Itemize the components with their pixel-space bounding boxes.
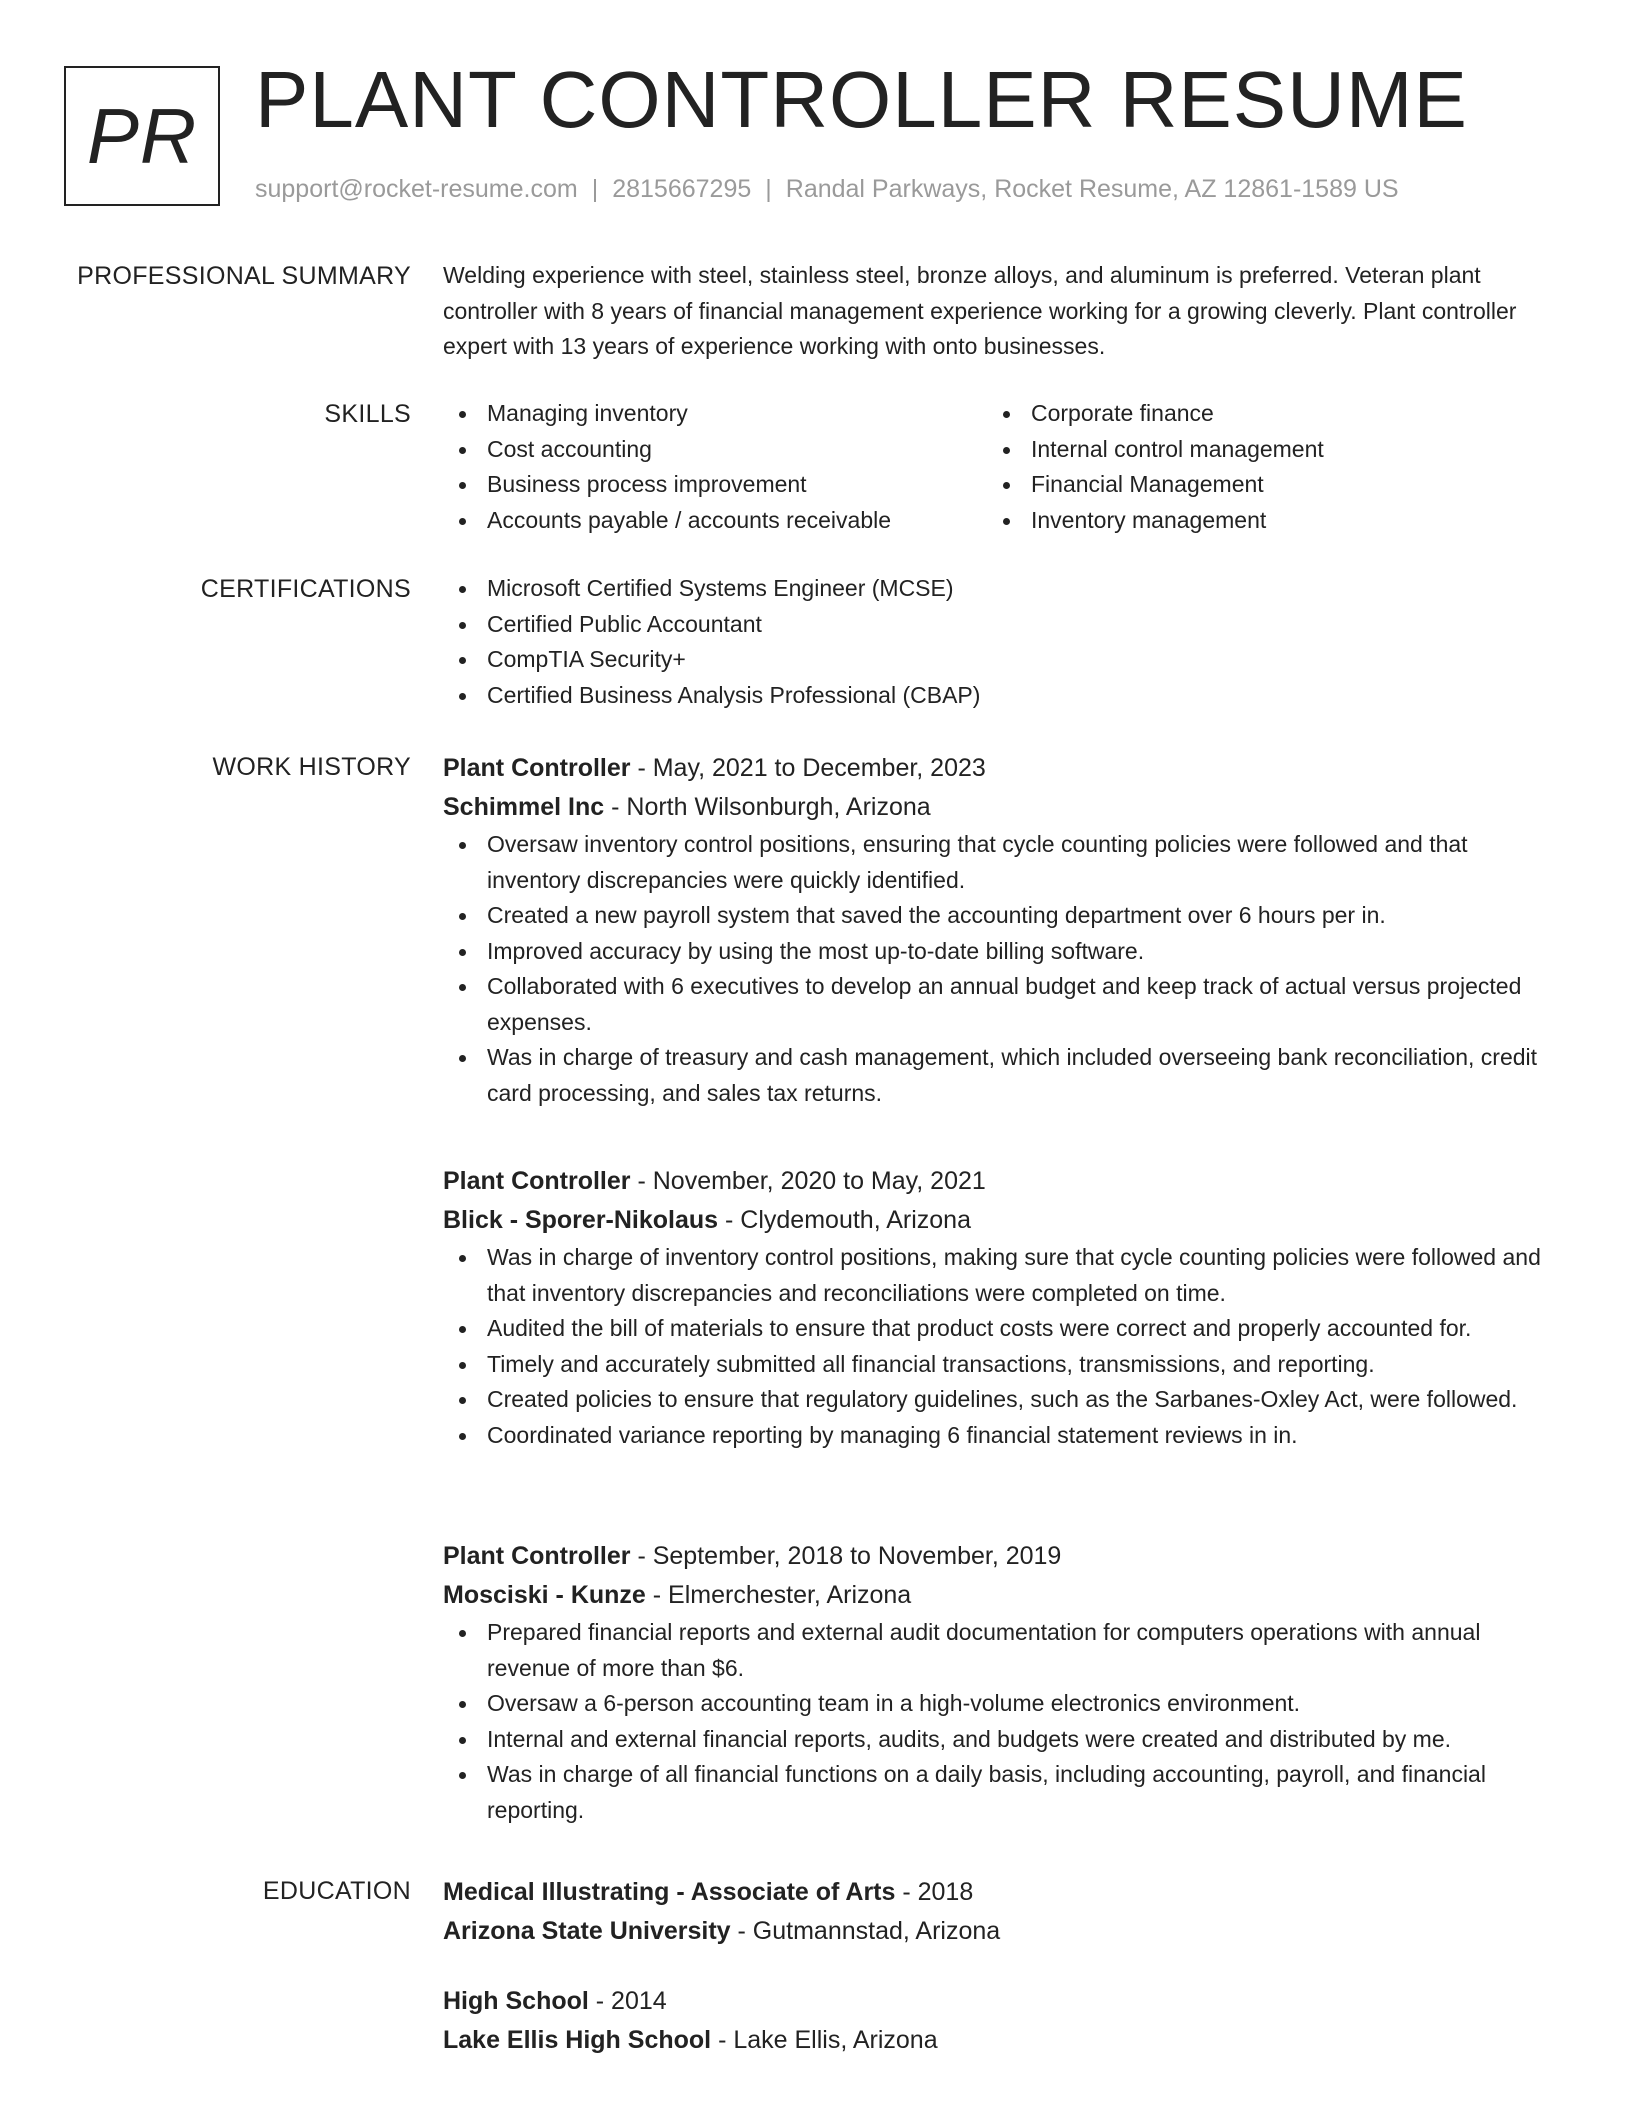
job-title: Plant Controller	[443, 754, 631, 782]
education-school: Arizona State University	[443, 1917, 731, 1945]
job-title: Plant Controller	[443, 1542, 631, 1570]
certification-item: Certified Business Analysis Professional (CBAP)	[443, 678, 1553, 714]
job-company: Schimmel Inc	[443, 793, 605, 821]
job-bullet: Audited the bill of materials to ensure that product costs were correct and properly accounted for.	[443, 1311, 1553, 1347]
education-school: Lake Ellis High School	[443, 2026, 712, 2054]
job-bullet: Prepared financial reports and external audit documentation for computers operations with annual revenue of more than $6.	[443, 1615, 1553, 1686]
certification-item: Microsoft Certified Systems Engineer (MCSE)	[443, 571, 1553, 607]
job-bullet: Improved accuracy by using the most up-to-date billing software.	[443, 934, 1553, 970]
education-location: - Gutmannstad, Arizona	[730, 1917, 1001, 1945]
job-title-line	[443, 749, 1553, 788]
education-year: - 2014	[588, 1987, 667, 2015]
section-label-summary: PROFESSIONAL SUMMARY	[77, 262, 411, 290]
skill-item: Financial Management	[987, 467, 1531, 503]
job-bullet: Collaborated with 6 executives to develop an annual budget and keep track of actual versus projected expenses.	[443, 969, 1553, 1040]
contact-phone[interactable]: 2815667295	[612, 175, 752, 203]
certification-item: CompTIA Security+	[443, 642, 1553, 678]
contact-separator: |	[591, 175, 599, 203]
education-school-line	[443, 2021, 1553, 2060]
section-label-work-history: WORK HISTORY	[212, 753, 411, 781]
job-bullet: Timely and accurately submitted all financial transactions, transmissions, and reporting.	[443, 1347, 1553, 1383]
job-title: Plant Controller	[443, 1167, 631, 1195]
job-bullet: Created policies to ensure that regulatory guidelines, such as the Sarbanes-Oxley Act, were followed.	[443, 1382, 1553, 1418]
job-dates: - September, 2018 to November, 2019	[630, 1542, 1062, 1570]
section-label-certifications: CERTIFICATIONS	[200, 575, 411, 603]
contact-address: Randal Parkways, Rocket Resume, AZ 12861-1589 US	[785, 175, 1399, 203]
job-bullet: Oversaw a 6-person accounting team in a high-volume electronics environment.	[443, 1686, 1553, 1722]
job-title-line	[443, 1162, 1553, 1201]
job-location: - North Wilsonburgh, Arizona	[604, 793, 931, 821]
job-bullet: Was in charge of inventory control positions, making sure that cycle counting policies were followed and that inventory discrepancies and reconciliations were completed on time.	[443, 1240, 1553, 1311]
job-bullets	[443, 827, 1553, 1111]
job-title-line	[443, 1537, 1553, 1576]
education-year: - 2018	[895, 1878, 974, 1906]
skill-item: Business process improvement	[443, 467, 987, 503]
job-bullets	[443, 1615, 1553, 1828]
certification-item: Certified Public Accountant	[443, 607, 1553, 643]
job-company: Blick - Sporer-Nikolaus	[443, 1206, 719, 1234]
job-bullet: Coordinated variance reporting by managing 6 financial statement reviews in in.	[443, 1418, 1553, 1454]
skill-item: Cost accounting	[443, 432, 987, 468]
job-location: - Elmerchester, Arizona	[645, 1581, 912, 1609]
job-bullet: Oversaw inventory control positions, ensuring that cycle counting policies were followed and that inventory discrepancies were quickly identified.	[443, 827, 1553, 898]
job-dates: - May, 2021 to December, 2023	[630, 754, 986, 782]
skill-item: Inventory management	[987, 503, 1531, 539]
job-company: Mosciski - Kunze	[443, 1581, 646, 1609]
education-degree-line	[443, 1982, 1553, 2021]
job-location: - Clydemouth, Arizona	[718, 1206, 971, 1234]
education-body	[443, 1873, 1553, 1951]
resume-title: PLANT CONTROLLER RESUME	[255, 55, 1468, 144]
job-body	[443, 1537, 1553, 1828]
section-label-skills: SKILLS	[324, 400, 411, 428]
section-label-education: EDUCATION	[262, 1877, 411, 1905]
job-bullet: Was in charge of all financial functions on a daily basis, including accounting, payroll, and financial reporting.	[443, 1757, 1553, 1828]
job-body	[443, 1162, 1553, 1453]
job-company-line	[443, 788, 1553, 827]
contact-email[interactable]: support@rocket-resume.com	[255, 175, 578, 203]
certifications-body	[443, 571, 1553, 713]
job-bullet: Internal and external financial reports, audits, and budgets were created and distributed by me.	[443, 1722, 1553, 1758]
job-company-line	[443, 1576, 1553, 1615]
summary-body	[443, 258, 1553, 365]
skill-item: Internal control management	[987, 432, 1531, 468]
skills-body	[443, 396, 1553, 538]
monogram-text: PR	[86, 91, 198, 180]
skill-item: Corporate finance	[987, 396, 1531, 432]
education-location: - Lake Ellis, Arizona	[711, 2026, 938, 2054]
education-degree-line	[443, 1873, 1553, 1912]
monogram-badge	[64, 66, 220, 206]
skills-grid	[443, 396, 1553, 538]
certifications-list	[443, 571, 1553, 713]
skills-column-2	[987, 396, 1531, 538]
skills-column-1	[443, 396, 987, 538]
summary-text: Welding experience with steel, stainless steel, bronze alloys, and aluminum is preferred. Veteran plant controller with 8 years of financial management experience working for a growing cleverly. Plant controller expert with 13 years of experience working with onto businesses.	[443, 262, 1517, 359]
contact-separator: |	[765, 175, 772, 203]
education-degree: High School	[443, 1987, 589, 2015]
contact-line	[255, 172, 1399, 206]
job-bullets	[443, 1240, 1553, 1453]
education-school-line	[443, 1912, 1553, 1951]
skill-item: Accounts payable / accounts receivable	[443, 503, 987, 539]
job-dates: - November, 2020 to May, 2021	[630, 1167, 986, 1195]
job-bullet: Created a new payroll system that saved the accounting department over 6 hours per in.	[443, 898, 1553, 934]
skill-item: Managing inventory	[443, 396, 987, 432]
education-degree: Medical Illustrating - Associate of Arts	[443, 1878, 896, 1906]
education-body	[443, 1982, 1553, 2060]
job-bullet: Was in charge of treasury and cash management, which included overseeing bank reconciliation, credit card processing, and sales tax returns.	[443, 1040, 1553, 1111]
job-company-line	[443, 1201, 1553, 1240]
job-body	[443, 749, 1553, 1111]
